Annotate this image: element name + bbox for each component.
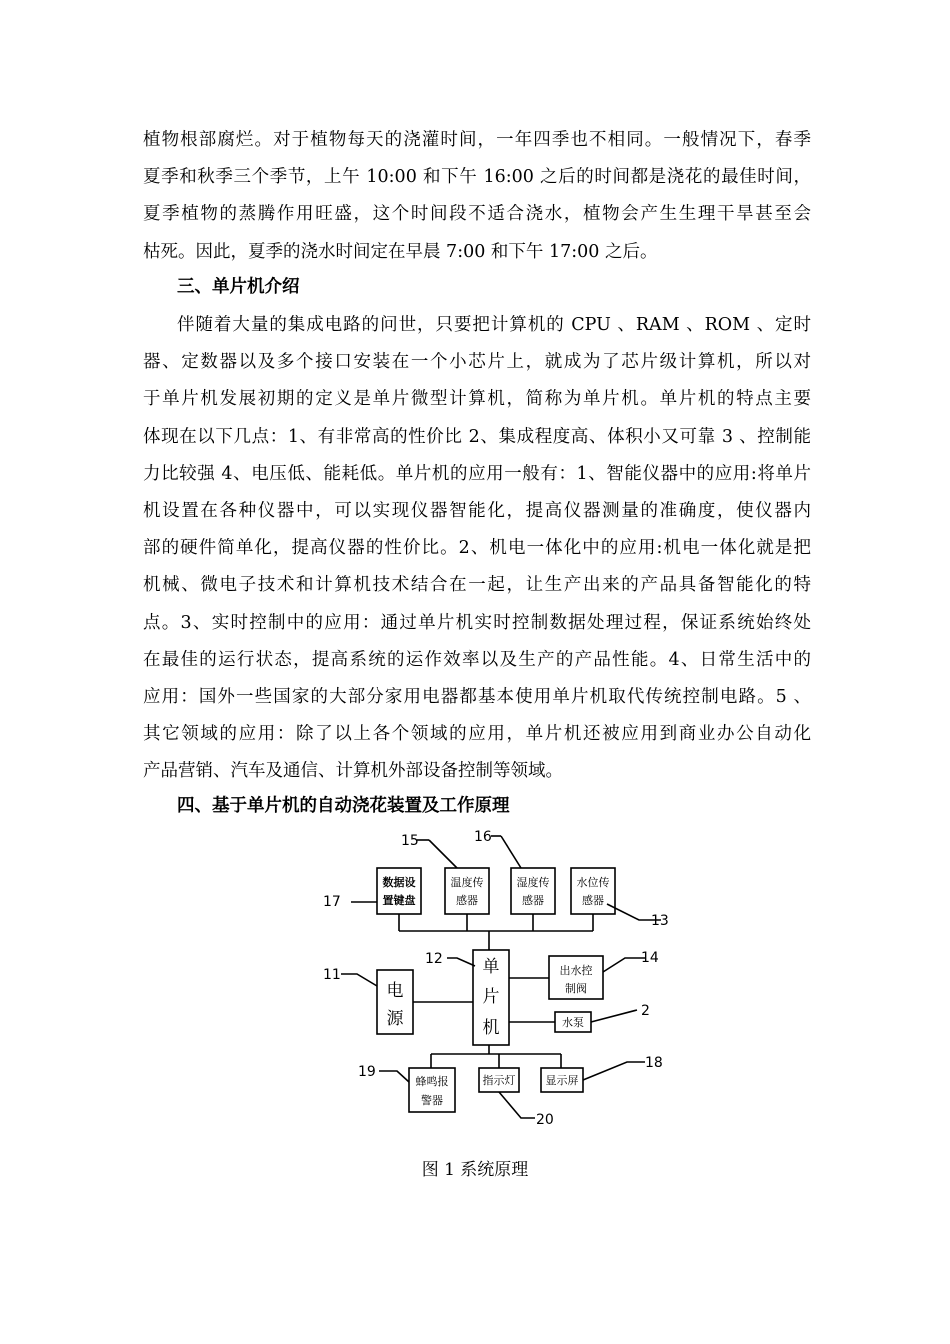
temp-sensor-label: 温度传 xyxy=(450,876,484,889)
mcu-label: 片 xyxy=(482,987,500,1007)
text-line: 应用：国外一些国家的大部分家用电器都基本使用单片机取代传统控制电路。5 、 xyxy=(143,687,811,708)
mcu-label: 机 xyxy=(482,1018,500,1038)
text-line: 体现在以下几点：1、有非常高的性价比 2、集成程度高、体积小又可靠 3 、控制能 xyxy=(143,426,811,447)
text-line: 机械、微电子技术和计算机技术结合在一起，让生产出来的产品具备智能化的特 xyxy=(143,575,811,596)
text-line: 产品营销、汽车及通信、计算机外部设备控制等领域。 xyxy=(143,761,563,782)
callout-15: 15 xyxy=(401,833,419,849)
temp-sensor-label: 感器 xyxy=(456,894,478,907)
system-diagram xyxy=(315,828,675,1133)
pump-label: 水泵 xyxy=(562,1016,584,1029)
water-sensor-label: 水位传 xyxy=(576,876,610,889)
keyboard-box xyxy=(377,868,421,914)
text-line: 点。3、实时控制中的应用：通过单片机实时控制数据处理过程，保证系统始终处 xyxy=(143,612,811,633)
text-line: 枯死。因此，夏季的浇水时间定在早晨 7:00 和下午 17:00 之后。 xyxy=(143,241,658,262)
section-heading-4: 四、基于单片机的自动浇花装置及工作原理 xyxy=(177,796,510,816)
paragraph-mcu-intro xyxy=(143,307,811,791)
keyboard-label: 置键盘 xyxy=(382,894,416,907)
humid-sensor-box xyxy=(511,868,555,914)
buzzer-label: 蜂鸣报 xyxy=(415,1075,449,1088)
callout-12: 12 xyxy=(425,951,443,967)
callout-17: 17 xyxy=(323,894,341,910)
display-label: 显示屏 xyxy=(545,1074,579,1087)
callout-20: 20 xyxy=(536,1112,554,1128)
power-label: 源 xyxy=(386,1009,404,1029)
callout-16: 16 xyxy=(474,829,492,845)
paragraph-watering-time xyxy=(143,122,811,271)
callout-2: 2 xyxy=(641,1003,650,1019)
power-label: 电 xyxy=(386,981,404,1001)
figure-caption: 图 1 系统原理 xyxy=(421,1160,529,1180)
callout-11: 11 xyxy=(323,967,341,983)
text-line: 在最佳的运行状态，提高系统的运作效率以及生产的产品性能。4、日常生活中的 xyxy=(143,649,811,670)
text-line: 植物根部腐烂。对于植物每天的浇灌时间，一年四季也不相同。一般情况下，春季 xyxy=(143,130,811,150)
mcu-label: 单 xyxy=(482,957,500,977)
callout-13: 13 xyxy=(651,913,669,929)
water-sensor-label: 感器 xyxy=(582,894,604,907)
humid-sensor-label: 湿度传 xyxy=(516,876,550,889)
temp-sensor-box xyxy=(445,868,489,914)
text-line: 夏季植物的蒸腾作用旺盛，这个时间段不适合浇水，植物会产生生理干旱甚至会 xyxy=(143,204,811,225)
water-sensor-box xyxy=(571,868,615,914)
valve-label: 制阀 xyxy=(565,982,587,995)
callout-14: 14 xyxy=(641,950,659,966)
callout-19: 19 xyxy=(358,1064,376,1080)
text-line: 伴随着大量的集成电路的问世，只要把计算机的 CPU 、RAM 、ROM 、定时 xyxy=(177,315,811,335)
text-line: 器、定数器以及多个接口安装在一个小芯片上，就成为了芯片级计算机，所以对 xyxy=(143,352,811,373)
valve-label: 出水控 xyxy=(559,964,593,977)
keyboard-label: 数据设 xyxy=(382,876,416,889)
humid-sensor-label: 感器 xyxy=(522,894,544,907)
section-heading-3: 三、单片机介绍 xyxy=(177,277,300,297)
text-line: 部的硬件简单化，提高仪器的性价比。2、机电一体化中的应用:机电一体化就是把 xyxy=(143,538,811,559)
callout-18: 18 xyxy=(645,1055,663,1071)
text-line: 机设置在各种仪器中，可以实现仪器智能化，提高仪器测量的准确度，使仪器内 xyxy=(143,501,811,522)
text-line: 夏季和秋季三个季节，上午 10:00 和下午 16:00 之后的时间都是浇花的最佳时间， xyxy=(143,167,811,188)
text-line: 于单片机发展初期的定义是单片微型计算机，简称为单片机。单片机的特点主要 xyxy=(143,389,811,410)
text-line: 其它领域的应用：除了以上各个领域的应用，单片机还被应用到商业办公自动化 xyxy=(143,724,811,745)
buzzer-label: 警器 xyxy=(421,1094,443,1107)
text-line: 力比较强 4、电压低、能耗低。单片机的应用一般有：1、智能仪器中的应用:将单片 xyxy=(143,463,811,484)
led-label: 指示灯 xyxy=(482,1074,516,1087)
